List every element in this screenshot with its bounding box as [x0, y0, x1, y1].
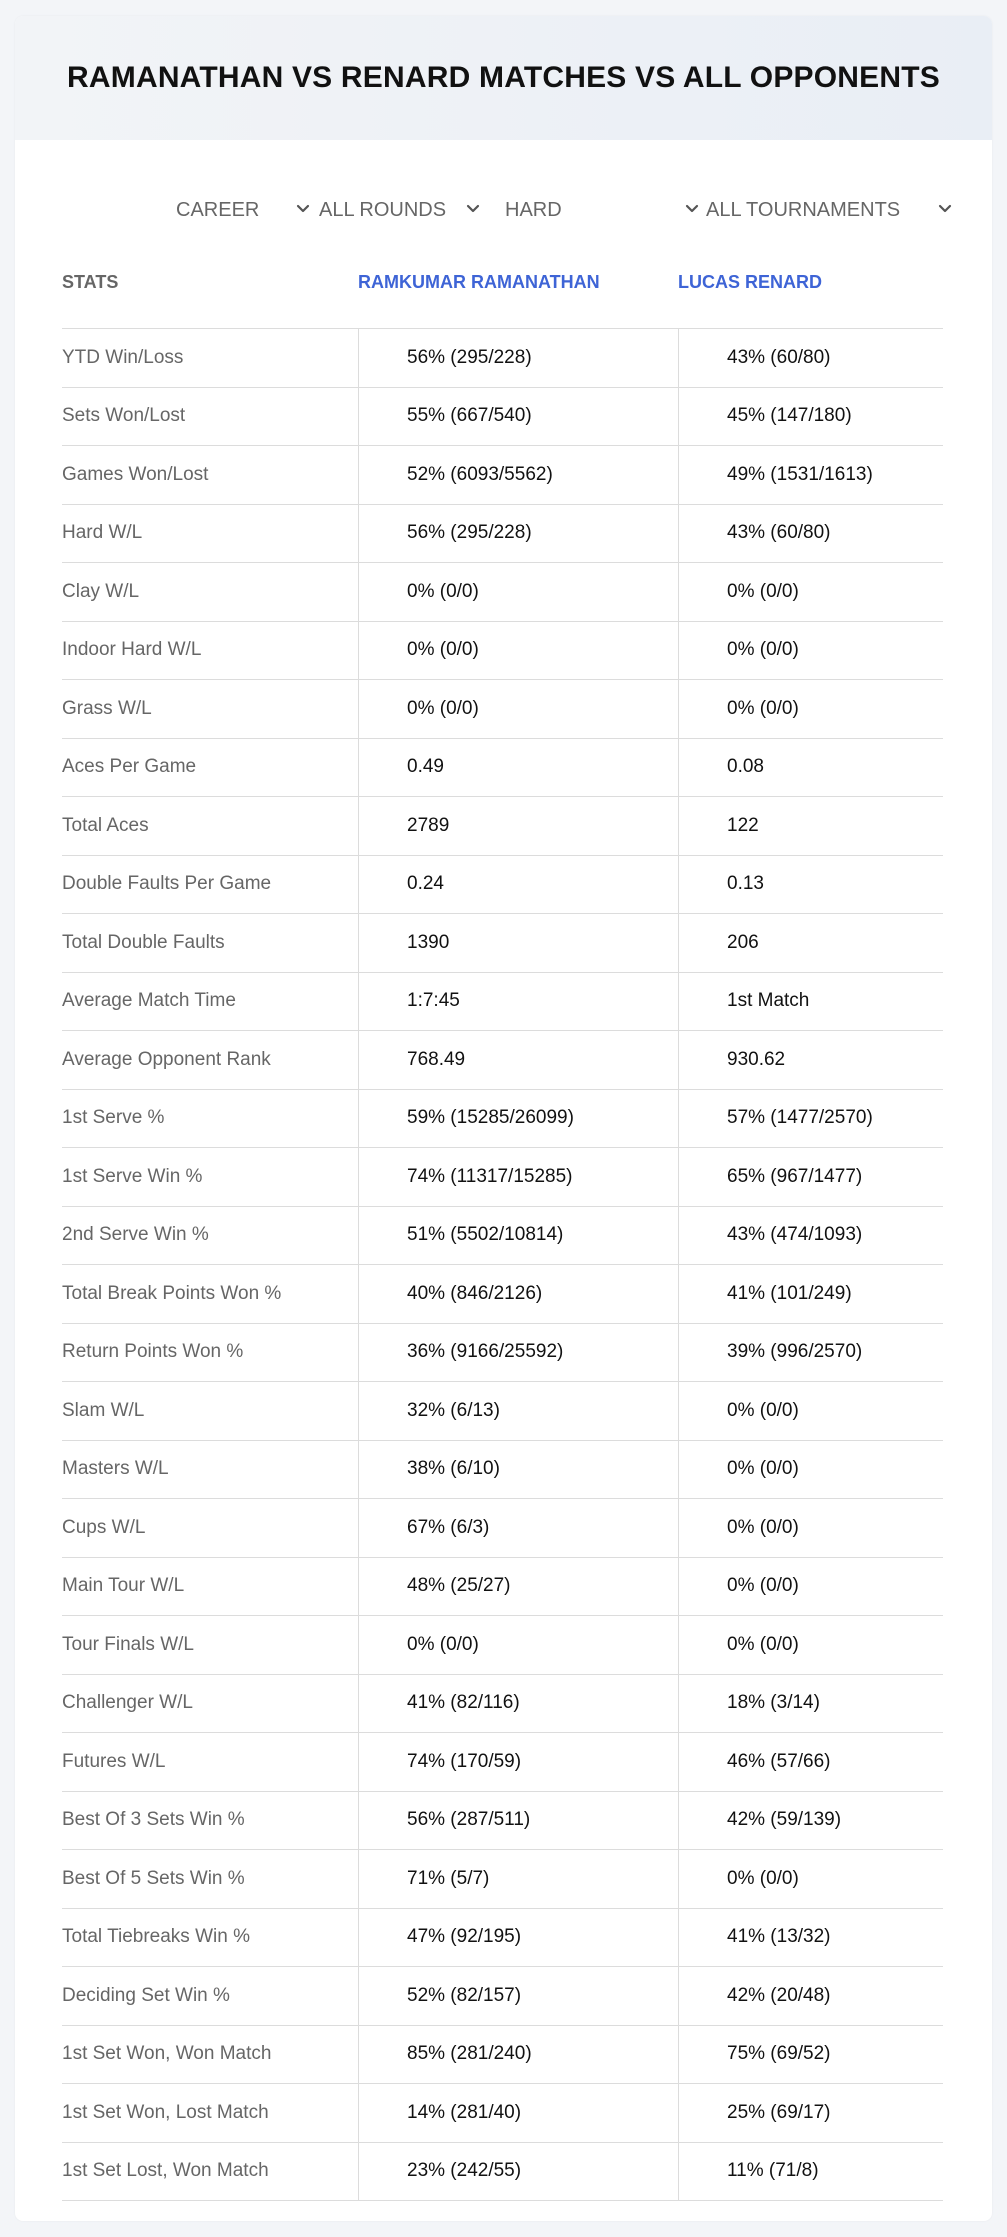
stat-label: Hard W/L	[62, 522, 143, 544]
stat-label: Tour Finals W/L	[62, 1633, 194, 1655]
stat-label: Total Tiebreaks Win %	[62, 1926, 250, 1948]
chevron-down-icon	[464, 200, 482, 218]
stat-label: Games Won/Lost	[62, 463, 209, 485]
table-row	[62, 1499, 943, 1558]
stat-label: 1st Set Lost, Won Match	[62, 2160, 269, 2182]
stat-label: Futures W/L	[62, 1750, 166, 1772]
stat-label: Average Match Time	[62, 990, 236, 1012]
table-row	[62, 1558, 943, 1617]
player2-value: 41% (101/249)	[678, 1265, 943, 1323]
page-title: RAMANATHAN VS RENARD MATCHES VS ALL OPPONENTS	[67, 61, 940, 94]
stat-label: Aces Per Game	[62, 756, 197, 778]
player2-column-header[interactable]: LUCAS RENARD	[678, 272, 822, 292]
player1-value: 59% (15285/26099)	[358, 1090, 678, 1148]
stat-label: Sets Won/Lost	[62, 405, 186, 427]
stat-label: 1st Serve %	[62, 1107, 165, 1129]
stat-label: Main Tour W/L	[62, 1575, 185, 1597]
player1-value: 47% (92/195)	[358, 1909, 678, 1967]
rounds-dropdown-label: ALL ROUNDS	[319, 198, 447, 221]
player1-value: 56% (295/228)	[358, 329, 678, 387]
stat-label: Indoor Hard W/L	[62, 639, 202, 661]
player1-value: 52% (82/157)	[358, 1967, 678, 2025]
tournaments-dropdown-label: ALL TOURNAMENTS	[706, 198, 901, 221]
player2-value: 49% (1531/1613)	[678, 446, 943, 504]
stat-label: Total Break Points Won %	[62, 1282, 282, 1304]
player2-value: 0% (0/0)	[678, 1616, 943, 1674]
player2-value: 0% (0/0)	[678, 1441, 943, 1499]
player1-value: 2789	[358, 797, 678, 855]
player1-value: 51% (5502/10814)	[358, 1207, 678, 1265]
stat-label: Cups W/L	[62, 1516, 146, 1538]
player2-value: 0% (0/0)	[678, 563, 943, 621]
player1-value: 74% (11317/15285)	[358, 1148, 678, 1206]
stat-label: Total Aces	[62, 814, 149, 836]
player2-value: 0% (0/0)	[678, 622, 943, 680]
player1-value: 36% (9166/25592)	[358, 1324, 678, 1382]
player1-value: 41% (82/116)	[358, 1675, 678, 1733]
stat-label: Double Faults Per Game	[62, 873, 272, 895]
table-row	[62, 856, 943, 915]
table-row	[62, 1733, 943, 1792]
player2-value: 0% (0/0)	[678, 1382, 943, 1440]
player2-value: 1st Match	[678, 973, 943, 1031]
stat-label: Average Opponent Rank	[62, 1048, 271, 1070]
surface-dropdown[interactable]	[505, 190, 701, 230]
player1-value: 0% (0/0)	[358, 622, 678, 680]
player1-value: 0.49	[358, 739, 678, 797]
stat-label: Grass W/L	[62, 697, 152, 719]
player1-value: 0% (0/0)	[358, 1616, 678, 1674]
player1-value: 85% (281/240)	[358, 2026, 678, 2084]
player1-value: 1390	[358, 914, 678, 972]
player2-value: 75% (69/52)	[678, 2026, 943, 2084]
stat-label: Total Double Faults	[62, 931, 225, 953]
table-row	[62, 1441, 943, 1500]
player2-value: 11% (71/8)	[678, 2143, 943, 2201]
table-row	[62, 2084, 943, 2143]
table-row	[62, 973, 943, 1032]
tournaments-dropdown[interactable]	[706, 190, 954, 230]
player2-value: 0% (0/0)	[678, 1850, 943, 1908]
player2-value: 41% (13/32)	[678, 1909, 943, 1967]
stat-label: 1st Set Won, Won Match	[62, 2043, 272, 2065]
player1-value: 40% (846/2126)	[358, 1265, 678, 1323]
chevron-down-icon	[683, 200, 701, 218]
table-row	[62, 1967, 943, 2026]
player2-value: 46% (57/66)	[678, 1733, 943, 1791]
player2-value: 65% (967/1477)	[678, 1148, 943, 1206]
table-row	[62, 2026, 943, 2085]
stats-card	[15, 16, 992, 2221]
player1-column-header[interactable]: RAMKUMAR RAMANATHAN	[358, 272, 600, 292]
table-row	[62, 1850, 943, 1909]
player1-value: 23% (242/55)	[358, 2143, 678, 2201]
player1-value: 48% (25/27)	[358, 1558, 678, 1616]
table-row	[62, 329, 943, 388]
player2-value: 0% (0/0)	[678, 1558, 943, 1616]
rounds-dropdown[interactable]	[319, 190, 482, 230]
stat-label: Masters W/L	[62, 1458, 169, 1480]
player1-value: 32% (6/13)	[358, 1382, 678, 1440]
player1-value: 768.49	[358, 1031, 678, 1089]
player1-value: 67% (6/3)	[358, 1499, 678, 1557]
table-row	[62, 563, 943, 622]
career-dropdown[interactable]	[176, 190, 312, 230]
player1-value: 0.24	[358, 856, 678, 914]
table-row	[62, 1675, 943, 1734]
player1-value: 52% (6093/5562)	[358, 446, 678, 504]
stats-column-header: STATS	[62, 272, 119, 292]
chevron-down-icon	[936, 200, 954, 218]
filter-bar	[15, 190, 992, 230]
career-dropdown-label: CAREER	[176, 198, 260, 221]
stat-label: Clay W/L	[62, 580, 140, 602]
player1-value: 0% (0/0)	[358, 563, 678, 621]
player1-value: 1:7:45	[358, 973, 678, 1031]
stats-table	[62, 250, 943, 2201]
player2-value: 0% (0/0)	[678, 680, 943, 738]
player1-value: 0% (0/0)	[358, 680, 678, 738]
stat-label: Slam W/L	[62, 1399, 145, 1421]
player2-value: 39% (996/2570)	[678, 1324, 943, 1382]
table-row	[62, 797, 943, 856]
player2-value: 930.62	[678, 1031, 943, 1089]
table-row	[62, 1090, 943, 1149]
player1-value: 14% (281/40)	[358, 2084, 678, 2142]
stat-label: 2nd Serve Win %	[62, 1224, 209, 1246]
table-row	[62, 1207, 943, 1266]
table-body	[62, 329, 943, 2201]
player2-value: 43% (60/80)	[678, 505, 943, 563]
table-row	[62, 2143, 943, 2202]
player1-value: 38% (6/10)	[358, 1441, 678, 1499]
player2-value: 0% (0/0)	[678, 1499, 943, 1557]
surface-dropdown-label: HARD	[505, 198, 562, 221]
stat-label: Best Of 3 Sets Win %	[62, 1809, 245, 1831]
player2-value: 25% (69/17)	[678, 2084, 943, 2142]
table-row	[62, 1265, 943, 1324]
table-row	[62, 1031, 943, 1090]
table-row	[62, 388, 943, 447]
player2-value: 43% (474/1093)	[678, 1207, 943, 1265]
table-row	[62, 1382, 943, 1441]
player2-value: 45% (147/180)	[678, 388, 943, 446]
player2-value: 43% (60/80)	[678, 329, 943, 387]
stat-label: Best Of 5 Sets Win %	[62, 1867, 245, 1889]
table-row	[62, 1909, 943, 1968]
table-row	[62, 446, 943, 505]
table-row	[62, 739, 943, 798]
stat-label: YTD Win/Loss	[62, 346, 184, 368]
page-header	[15, 16, 992, 140]
table-row	[62, 1792, 943, 1851]
stat-label: Challenger W/L	[62, 1692, 193, 1714]
table-row	[62, 1616, 943, 1675]
stat-label: Deciding Set Win %	[62, 1984, 230, 2006]
player2-value: 42% (20/48)	[678, 1967, 943, 2025]
player1-value: 71% (5/7)	[358, 1850, 678, 1908]
table-row	[62, 680, 943, 739]
player2-value: 0.08	[678, 739, 943, 797]
chevron-down-icon	[294, 200, 312, 218]
player2-value: 18% (3/14)	[678, 1675, 943, 1733]
stat-label: Return Points Won %	[62, 1341, 244, 1363]
player1-value: 56% (287/511)	[358, 1792, 678, 1850]
player1-value: 56% (295/228)	[358, 505, 678, 563]
table-row	[62, 622, 943, 681]
stat-label: 1st Serve Win %	[62, 1165, 203, 1187]
stat-label: 1st Set Won, Lost Match	[62, 2101, 269, 2123]
table-row	[62, 914, 943, 973]
player2-value: 57% (1477/2570)	[678, 1090, 943, 1148]
table-header	[62, 250, 943, 329]
player1-value: 55% (667/540)	[358, 388, 678, 446]
player2-value: 42% (59/139)	[678, 1792, 943, 1850]
player2-value: 0.13	[678, 856, 943, 914]
table-row	[62, 505, 943, 564]
table-row	[62, 1148, 943, 1207]
table-row	[62, 1324, 943, 1383]
player1-value: 74% (170/59)	[358, 1733, 678, 1791]
player2-value: 122	[678, 797, 943, 855]
player2-value: 206	[678, 914, 943, 972]
